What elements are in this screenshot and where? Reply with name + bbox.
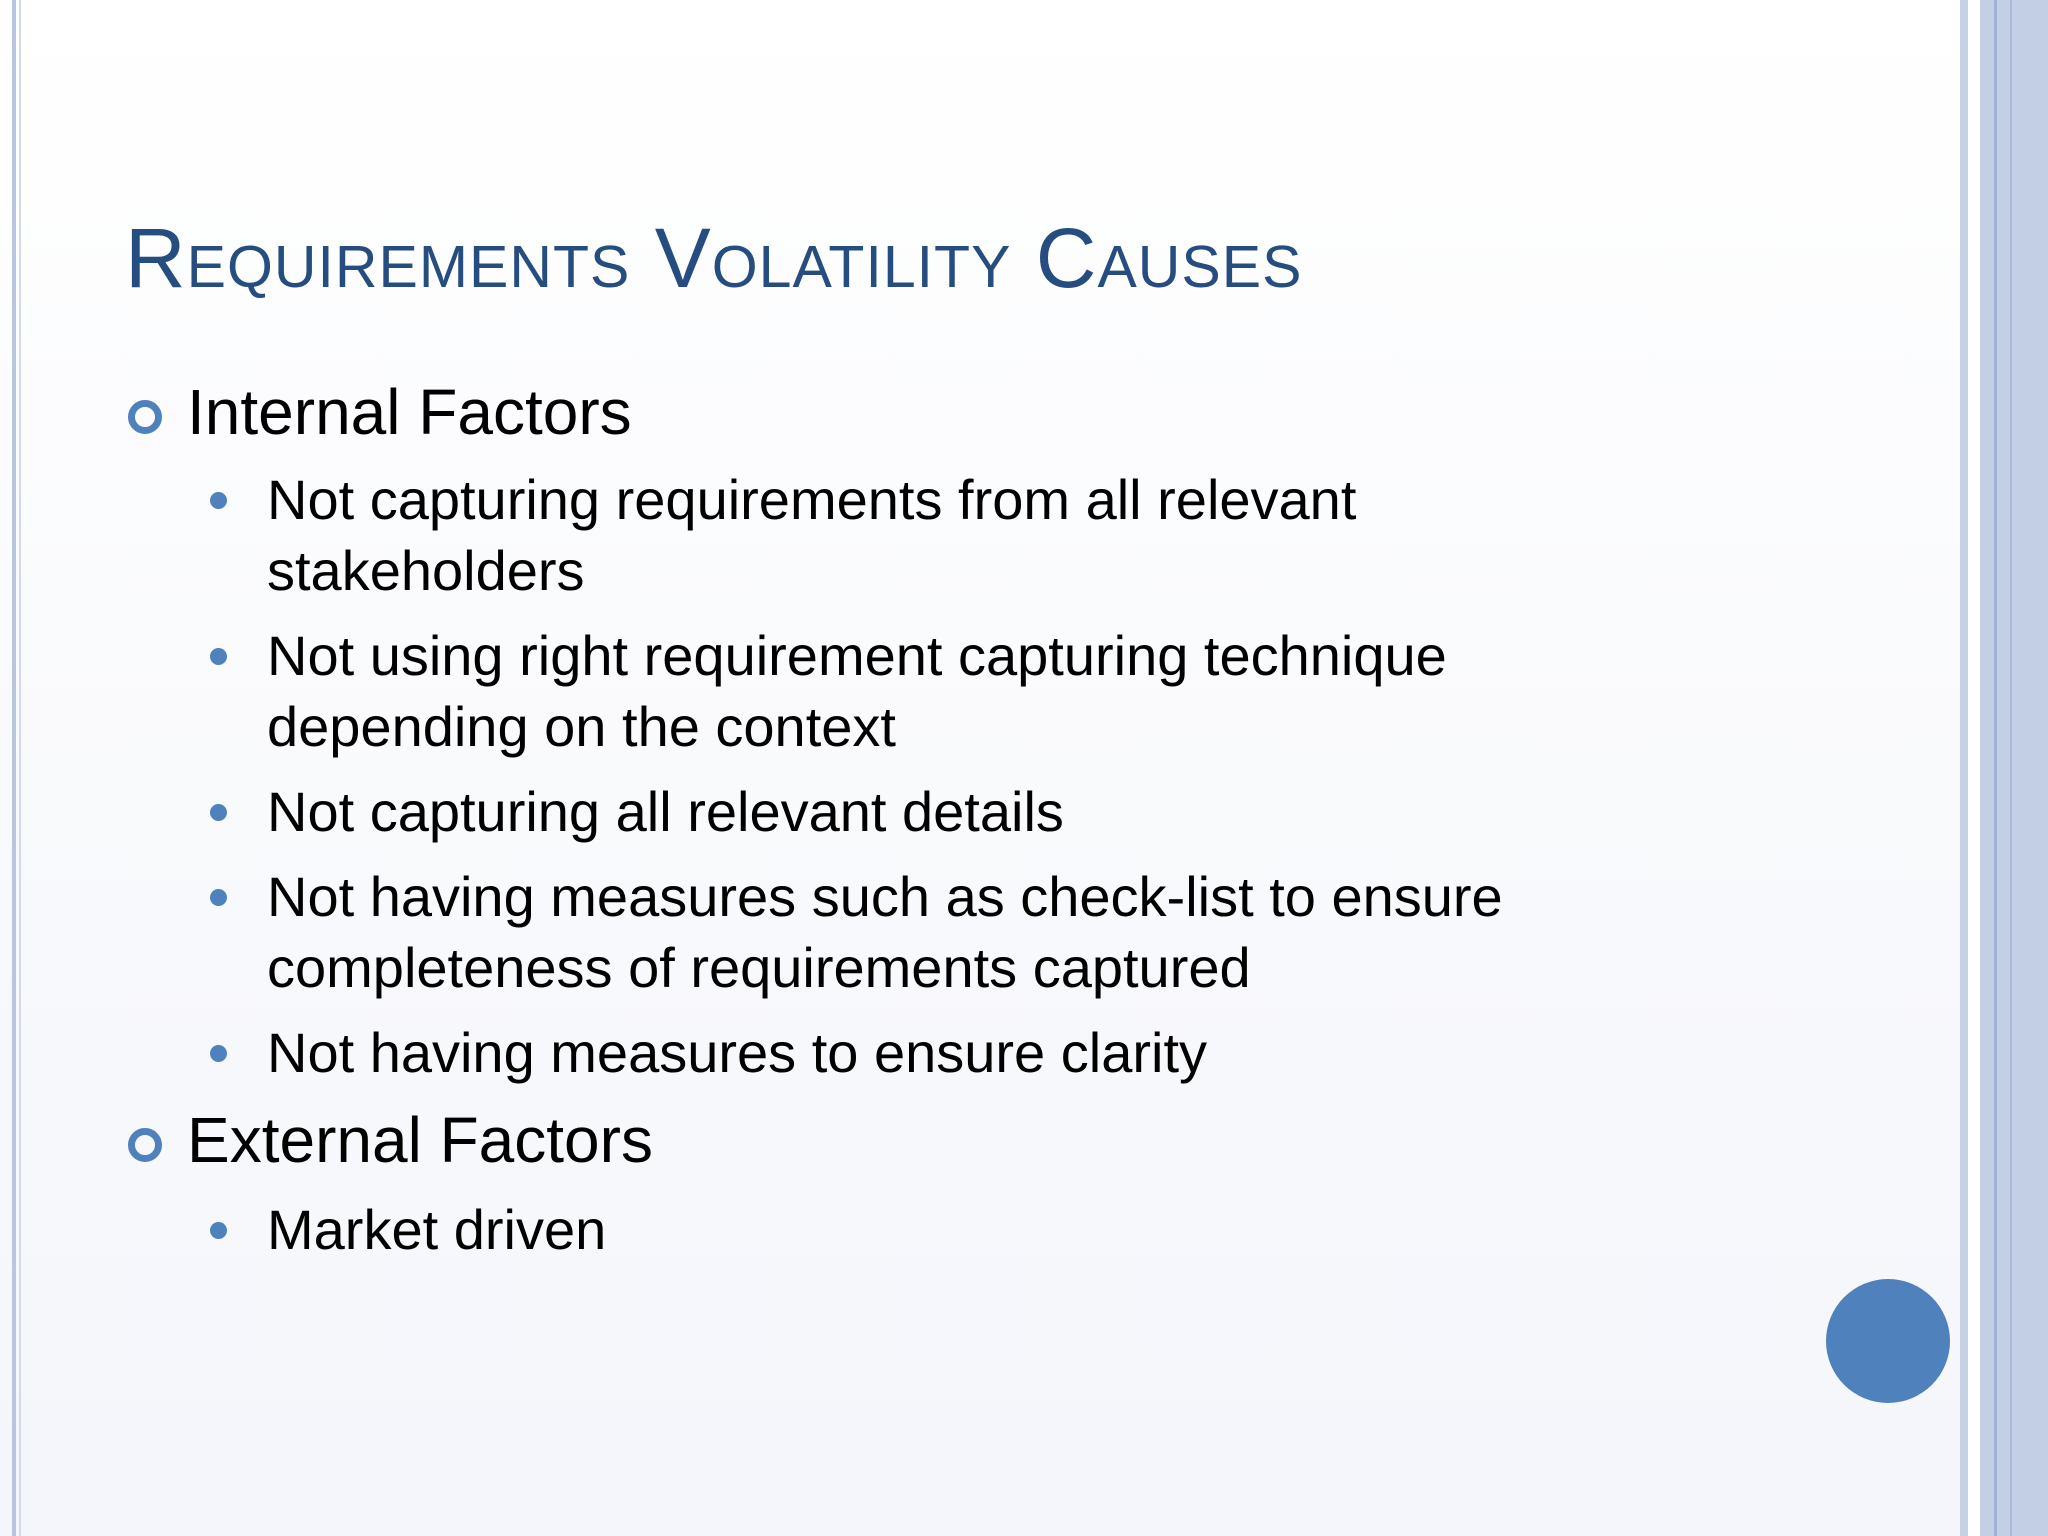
list-item <box>125 1017 1625 1088</box>
external-factor-list <box>125 1194 1625 1265</box>
list-item-text: Not having measures to ensure clarity <box>267 1021 1207 1084</box>
factor-heading-text: External Factors <box>187 1104 653 1176</box>
factor-heading <box>125 1098 1625 1182</box>
dot-bullet-icon <box>210 492 227 509</box>
left-border-line <box>12 0 16 1536</box>
left-border-line-thin <box>19 0 21 1536</box>
right-border-line-2 <box>2010 0 2012 1536</box>
list-item-text: Not capturing all relevant details <box>267 780 1064 843</box>
slide-body <box>125 370 1625 1265</box>
dot-bullet-icon <box>210 889 227 906</box>
list-item <box>125 620 1625 762</box>
factor-external <box>125 1098 1625 1265</box>
list-item-text: Not capturing requirements from all relevant stakeholders <box>267 468 1357 602</box>
circle-decoration <box>1826 1279 1950 1403</box>
list-item <box>125 861 1625 1003</box>
right-border-stripe <box>1960 0 1968 1536</box>
right-border-gap <box>1968 0 1980 1536</box>
ring-bullet-icon <box>128 1128 162 1162</box>
ring-bullet-icon <box>128 400 162 434</box>
dot-bullet-icon <box>210 648 227 665</box>
factor-internal <box>125 370 1625 1088</box>
slide-title: Requirements Volatility Causes <box>125 211 1303 305</box>
right-border-band <box>1980 0 2048 1536</box>
list-item <box>125 464 1625 606</box>
dot-bullet-icon <box>210 804 227 821</box>
dot-bullet-icon <box>210 1222 227 1239</box>
list-item-text: Market driven <box>267 1198 607 1261</box>
internal-factor-list <box>125 464 1625 1088</box>
dot-bullet-icon <box>210 1045 227 1062</box>
list-item-text: Not having measures such as check-list to ensure completeness of requirements captured <box>267 865 1503 999</box>
factor-heading <box>125 370 1625 454</box>
list-item <box>125 1194 1625 1265</box>
factor-heading-text: Internal Factors <box>187 376 632 448</box>
list-item-text: Not using right requirement capturing technique depending on the context <box>267 624 1447 758</box>
list-item <box>125 776 1625 847</box>
right-border-line <box>1994 0 1997 1536</box>
